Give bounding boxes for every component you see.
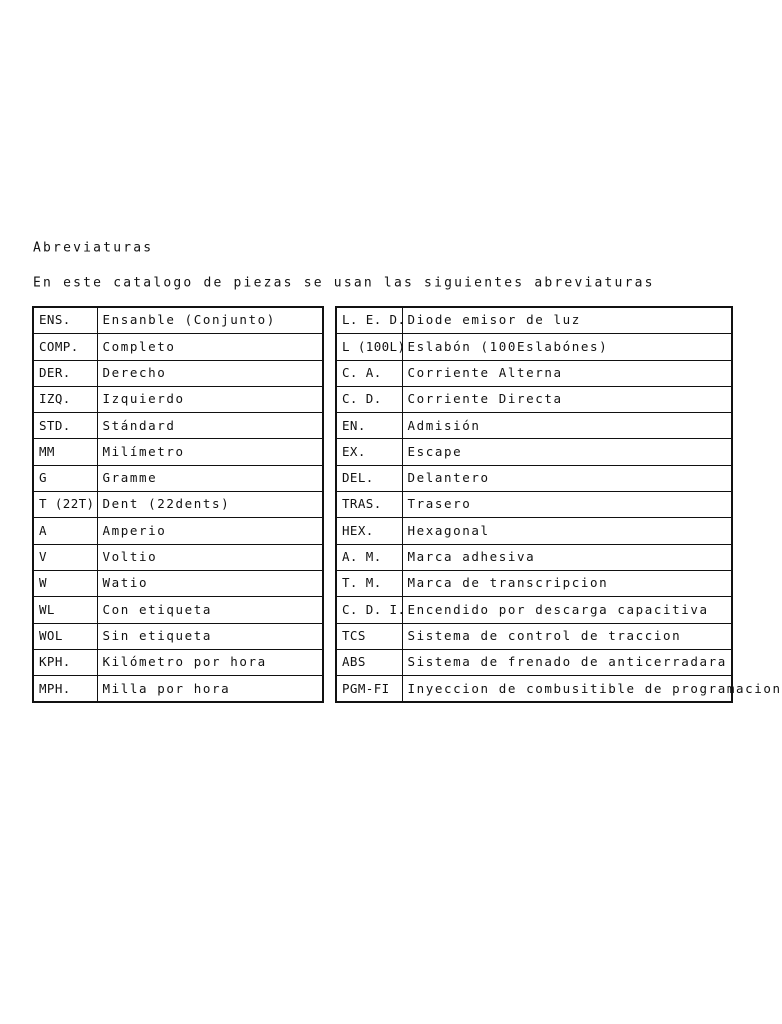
table-row <box>336 492 732 518</box>
abbreviation-cell: TCS <box>336 623 402 649</box>
table-row <box>336 518 732 544</box>
abbreviation-cell: V <box>33 544 97 570</box>
abbreviation-cell: MPH. <box>33 676 97 703</box>
table-row <box>33 465 323 491</box>
table-row <box>33 386 323 412</box>
abbreviation-cell: L (100L) <box>336 334 402 360</box>
intro-text: En este catalogo de piezas se usan las siguientes abreviaturas <box>33 275 655 291</box>
table-row <box>33 570 323 596</box>
abbreviation-cell: ENS. <box>33 307 97 334</box>
abbreviation-cell: MM <box>33 439 97 465</box>
meaning-cell: Completo <box>97 334 323 360</box>
table-row <box>336 465 732 491</box>
meaning-cell: Derecho <box>97 360 323 386</box>
abbreviations-table-right <box>335 306 782 703</box>
abbreviation-cell: C. D. I. <box>336 597 402 623</box>
table-row <box>33 623 323 649</box>
meaning-cell: Ensanble (Conjunto) <box>97 307 323 334</box>
table-row <box>336 413 732 439</box>
table-row <box>336 439 732 465</box>
table-row <box>336 623 732 649</box>
meaning-cell: Corriente Alterna <box>402 360 732 386</box>
table-row <box>336 334 732 360</box>
abbreviation-cell: T (22T) <box>33 492 97 518</box>
meaning-cell: Amperio <box>97 518 323 544</box>
abbreviation-cell: EN. <box>336 413 402 439</box>
abbreviation-cell: COMP. <box>33 334 97 360</box>
abbreviation-cell: DEL. <box>336 465 402 491</box>
abbreviation-cell: A <box>33 518 97 544</box>
abbreviation-cell: DER. <box>33 360 97 386</box>
meaning-cell: Admisión <box>402 413 732 439</box>
meaning-cell: Marca de transcripcion <box>402 570 732 596</box>
abbreviation-cell: TRAS. <box>336 492 402 518</box>
table-row <box>336 676 732 703</box>
meaning-cell: Sistema de control de traccion <box>402 623 732 649</box>
table-row <box>336 597 732 623</box>
table-row <box>336 360 732 386</box>
table-row <box>33 307 323 334</box>
table-row <box>336 386 732 412</box>
table-row <box>33 544 323 570</box>
meaning-cell: Stándard <box>97 413 323 439</box>
table-row <box>33 676 323 703</box>
meaning-cell: Kilómetro por hora <box>97 649 323 675</box>
meaning-cell: Inyeccion de combusitible de programacion <box>402 676 732 703</box>
abbreviation-cell: STD. <box>33 413 97 439</box>
table-row <box>336 307 732 334</box>
table-row <box>33 492 323 518</box>
abbreviations-table-right-body <box>336 307 782 702</box>
meaning-cell: Corriente Directa <box>402 386 732 412</box>
meaning-cell: Trasero <box>402 492 732 518</box>
meaning-cell: Diode emisor de luz <box>402 307 732 334</box>
abbreviation-cell: T. M. <box>336 570 402 596</box>
meaning-cell: Con etiqueta <box>97 597 323 623</box>
meaning-cell: Marca adhesiva <box>402 544 732 570</box>
abbreviation-cell: EX. <box>336 439 402 465</box>
meaning-cell: Hexagonal <box>402 518 732 544</box>
meaning-cell: Sin etiqueta <box>97 623 323 649</box>
meaning-cell: Encendido por descarga capacitiva <box>402 597 732 623</box>
page-title: Abreviaturas <box>33 240 154 256</box>
abbreviation-cell: IZQ. <box>33 386 97 412</box>
table-row <box>33 334 323 360</box>
table-row <box>336 544 732 570</box>
meaning-cell: Dent (22dents) <box>97 492 323 518</box>
table-row <box>33 360 323 386</box>
meaning-cell: Voltio <box>97 544 323 570</box>
table-row <box>336 570 732 596</box>
meaning-cell: Delantero <box>402 465 732 491</box>
abbreviation-cell: C. A. <box>336 360 402 386</box>
meaning-cell: Eslabón (100Eslabónes) <box>402 334 732 360</box>
meaning-cell: Milla por hora <box>97 676 323 703</box>
table-row <box>336 649 732 675</box>
table-row <box>33 413 323 439</box>
table-row <box>33 518 323 544</box>
abbreviation-cell: W <box>33 570 97 596</box>
abbreviation-cell: A. M. <box>336 544 402 570</box>
meaning-cell: Izquierdo <box>97 386 323 412</box>
table-row <box>33 597 323 623</box>
abbreviation-cell: ABS <box>336 649 402 675</box>
meaning-cell: Sistema de frenado de anticerradara <box>402 649 732 675</box>
table-row <box>33 439 323 465</box>
abbreviation-cell: L. E. D. <box>336 307 402 334</box>
table-row <box>33 649 323 675</box>
abbreviation-cell: WOL <box>33 623 97 649</box>
meaning-cell: Milímetro <box>97 439 323 465</box>
abbreviation-cell: G <box>33 465 97 491</box>
abbreviations-table-left <box>32 306 324 703</box>
abbreviation-cell: PGM-FI <box>336 676 402 703</box>
abbreviation-cell: HEX. <box>336 518 402 544</box>
meaning-cell: Escape <box>402 439 732 465</box>
abbreviation-cell: KPH. <box>33 649 97 675</box>
abbreviation-cell: WL <box>33 597 97 623</box>
meaning-cell: Gramme <box>97 465 323 491</box>
meaning-cell: Watio <box>97 570 323 596</box>
abbreviation-cell: C. D. <box>336 386 402 412</box>
abbreviations-table-left-body <box>33 307 323 702</box>
